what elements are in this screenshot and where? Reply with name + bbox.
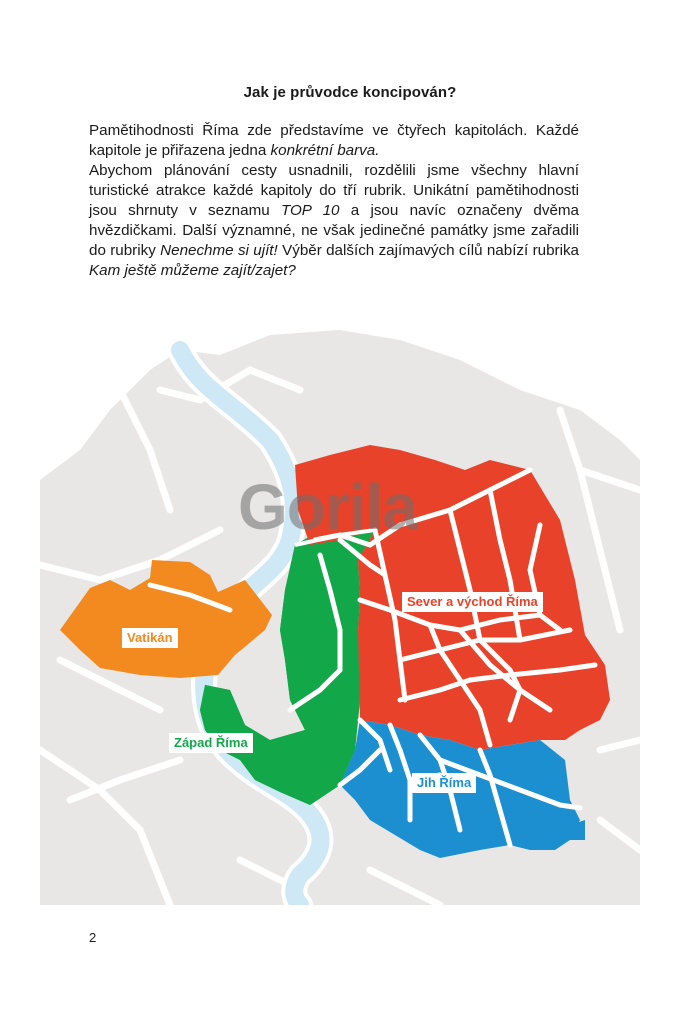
gorila-watermark: Gorila <box>238 471 417 543</box>
intro-paragraph <box>89 121 579 281</box>
page-number: 2 <box>89 930 97 945</box>
rome-districts-map <box>40 330 640 905</box>
paragraph-2: Abychom plánování cesty usnadnili, rozdělili jsme všechny hlavní turistické atrakce každé kapitoly do tří rubrik. Unikátní pamětihodnosti jsou shrnuty v seznamu TOP 10 a jsou navíc označeny dvěma hvězdičkami. Další významné, ne však jedinečné památky jsme zařadili do rubriky Nenechme si ujít! Výběr dalších zajímavých cílů nabízí rubrika Kam ještě můžeme zajít/zajet? <box>89 162 579 279</box>
page-heading: Jak je průvodce koncipován? <box>243 84 457 101</box>
label-vatikan: Vatikán <box>122 628 178 648</box>
paragraph-1: Pamětihodnosti Říma zde představíme ve čtyřech kapitolách. Každé kapitole je přiřazena jedna konkrétní barva. <box>89 122 579 159</box>
label-jih: Jih Říma <box>412 773 476 793</box>
map-graphic <box>40 330 640 905</box>
label-zapad: Západ Říma <box>169 733 253 753</box>
label-sever-vychod: Sever a východ Říma <box>402 592 543 612</box>
